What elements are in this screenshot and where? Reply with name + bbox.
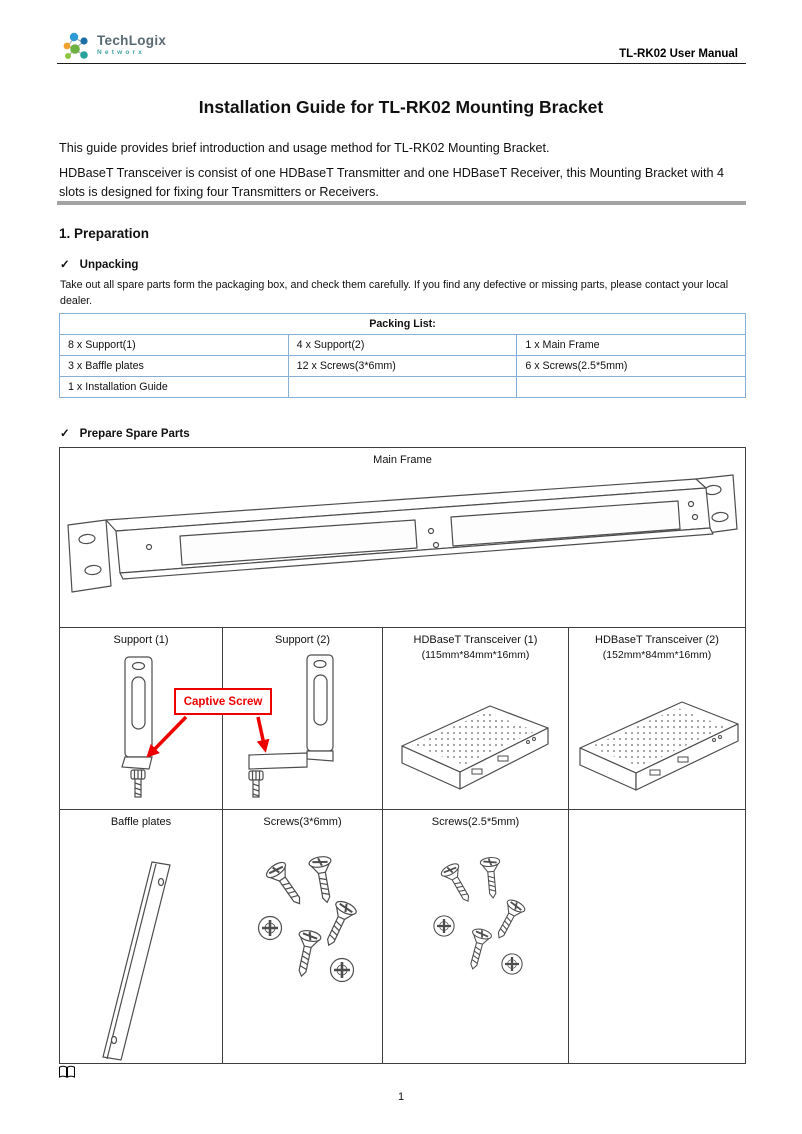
- prepare-spare-parts-heading: [60, 426, 190, 440]
- support-1-label: Support (1): [113, 634, 169, 646]
- transceiver-2-cell: [569, 628, 745, 810]
- check-icon: ✓: [60, 428, 70, 440]
- page-header: [57, 30, 746, 64]
- transceiver-1-cell: [383, 628, 569, 810]
- baffle-plates-cell: [60, 810, 223, 1063]
- support-1-figure: [61, 649, 221, 805]
- baffle-plates-figure: [61, 856, 221, 1063]
- packing-list-cell: 12 x Screws(3*6mm): [288, 356, 517, 377]
- section-divider: [57, 201, 746, 205]
- packing-list-cell: 6 x Screws(2.5*5mm): [517, 356, 746, 377]
- support-2-figure: [223, 649, 383, 805]
- document-title: TL-RK02 User Manual: [619, 48, 738, 60]
- packing-list-cell: 1 x Installation Guide: [60, 377, 289, 398]
- packing-list-cell: 4 x Support(2): [288, 335, 517, 356]
- empty-cell: [569, 810, 745, 1063]
- page-number: 1: [397, 1091, 405, 1103]
- packing-list-cell: [288, 377, 517, 398]
- open-book-icon: [58, 1065, 76, 1079]
- transceiver-1-size: (115mm*84mm*16mm): [421, 649, 530, 661]
- prepare-label: Prepare Spare Parts: [79, 428, 190, 440]
- brand-subtitle: Networx: [97, 48, 146, 56]
- support-2-label: Support (2): [274, 634, 331, 646]
- screws-3x6-cell: [223, 810, 383, 1063]
- packing-list-cell: 1 x Main Frame: [517, 335, 746, 356]
- brand-name: TechLogix: [97, 33, 167, 48]
- page-title: Installation Guide for TL-RK02 Mounting Bracket: [198, 97, 604, 117]
- techlogix-logo-icon: [59, 30, 91, 60]
- baffle-plates-label: Baffle plates: [110, 816, 172, 828]
- transceiver-1-figure: [386, 689, 566, 799]
- intro-paragraph-2: HDBaseT Transceiver is consist of one HDBaseT Transmitter and one HDBaseT Receiver, this Mounting Bracket with 4 slots is designed for fixing four Transmitters or Receivers.: [59, 165, 724, 199]
- techlogix-logo: [59, 30, 166, 60]
- main-frame-figure: [63, 473, 742, 623]
- transceiver-2-figure: [570, 689, 744, 799]
- unpacking-label: Unpacking: [79, 259, 139, 271]
- transceiver-1-label: HDBaseT Transceiver (1): [413, 634, 538, 646]
- screws-3x6-figure: [224, 832, 382, 1042]
- section-heading: 1. Preparation: [59, 226, 150, 241]
- unpacking-heading: [60, 257, 138, 271]
- main-frame-label: Main Frame: [373, 454, 432, 466]
- packing-list-cell: [517, 377, 746, 398]
- screws-25x5-figure: [384, 832, 568, 1042]
- main-frame-cell: [60, 448, 745, 628]
- check-icon: ✓: [60, 259, 70, 271]
- intro-paragraph-1: This guide provides brief introduction and usage method for TL-RK02 Mounting Bracket.: [59, 141, 550, 155]
- screws-25x5-label: Screws(2.5*5mm): [431, 816, 520, 828]
- spare-parts-table: [59, 447, 746, 1064]
- support-1-cell: [60, 628, 223, 810]
- screws-3x6-label: Screws(3*6mm): [263, 816, 342, 828]
- logo-text: [97, 34, 166, 56]
- packing-list-table: [59, 313, 746, 398]
- transceiver-2-label: HDBaseT Transceiver (2): [595, 634, 719, 646]
- packing-list-cell: 3 x Baffle plates: [60, 356, 289, 377]
- screws-25x5-cell: [383, 810, 569, 1063]
- support-2-cell: [223, 628, 383, 810]
- unpacking-body: Take out all spare parts form the packaging box, and check them carefully. If you find any defective or missing parts, please contact your local dealer.: [60, 279, 729, 307]
- intro-section: [59, 139, 747, 202]
- packing-list-cell: 8 x Support(1): [60, 335, 289, 356]
- packing-list-title: Packing List:: [60, 314, 746, 335]
- transceiver-2-size: (152mm*84mm*16mm): [602, 649, 712, 661]
- captive-screw-callout: Captive Screw: [174, 688, 272, 715]
